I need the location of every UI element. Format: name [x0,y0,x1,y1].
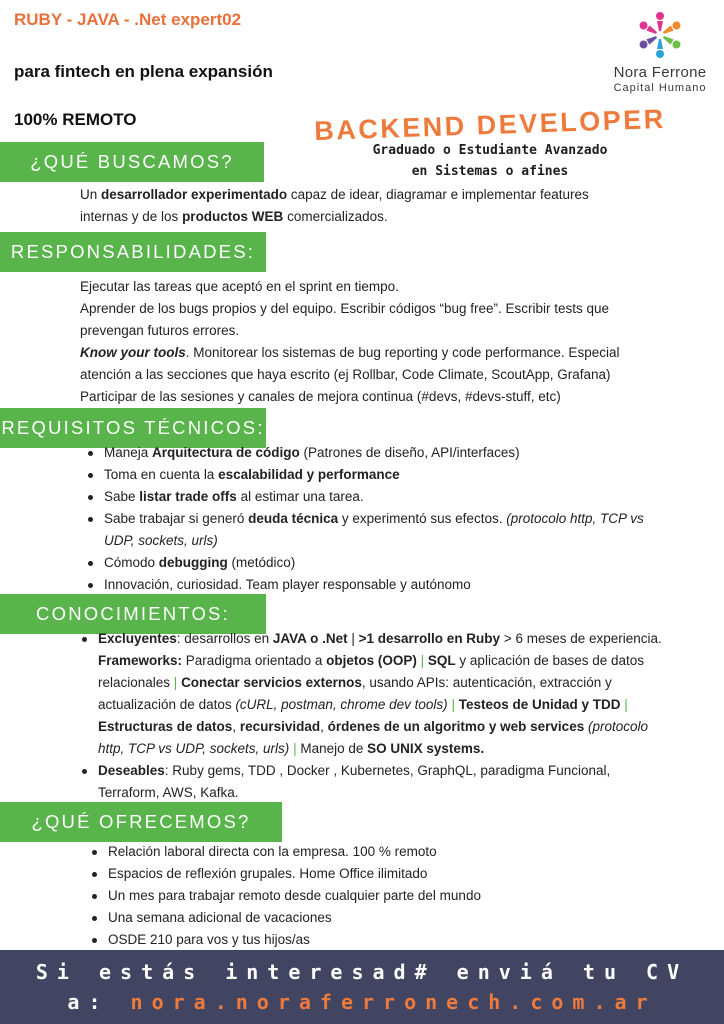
footer-banner [0,950,724,1024]
headline-tech: RUBY - JAVA - .Net expert02 [14,10,242,29]
logo-name: Nora Ferrone [613,64,707,81]
list-item: Relación laboral directa con la empresa. 100 % remoto [87,841,667,863]
footer-contact: a: nora.noraferronech.com.ar [67,990,657,1014]
list-item: Toma en cuenta la escalabilidad y performance [83,464,673,486]
list-item: Sabe listar trade offs al estimar una tarea. [83,486,673,508]
buscamos-text: Un desarrollador experimentado capaz de idear, diagramar e implementar features internas y de los productos WEB comercializados. [80,187,589,224]
resp-line: Participar de las sesiones y canales de mejora continua (#devs, #devs-stuff, etc) [80,389,561,404]
list-item: Cómodo debugging (metódico) [83,552,673,574]
list-item: Maneja Arquitectura de código (Patrones de diseño, API/interfaces) [83,442,673,464]
list-item: Espacios de reflexión grupales. Home Office ilimitado [87,863,667,885]
list-item: Una semana adicional de vacaciones [87,907,667,929]
role-subtitle [330,140,650,182]
responsabilidades-text [80,276,670,408]
section-heading-conocimientos: CONOCIMIENTOS: [0,594,266,634]
company-logo [598,8,722,94]
section-heading-requisitos: REQUISITOS TÉCNICOS: [0,408,266,448]
list-item: Sabe trabajar si generó deuda técnica y experimentó sus efectos. (protocolo http, TCP vs UDP, sockets, urls) [83,508,673,552]
section-heading-ofrecemos: ¿QUÉ OFRECEMOS? [0,802,282,842]
section-heading-buscamos: ¿QUÉ BUSCAMOS? [0,142,264,182]
section-heading-responsabilidades: RESPONSABILIDADES: [0,232,266,272]
conocimientos-list [77,628,672,804]
people-circle-logo-icon [633,8,687,62]
ofrecemos-list [87,841,667,951]
footer-cta: Si estás interesad# enviá tu CV [35,960,689,984]
list-item-excluyentes: Excluyentes: desarrollos en JAVA o .Net | >1 desarrollo en Ruby > 6 meses de experiencia. Frameworks: Paradigma orientado a objetos (OOP) | SQL y aplicación de bases de datos relacionales | Conectar servicios externos, usando APIs: autenticación, extracción y actualización de datos (cURL, postman, chrome dev tools) | Testeos de Unidad y TDD | Estructuras de datos, recursividad, órdenes de un algoritmo y web services (protocolo http, TCP vs UDP, sockets, urls) | Manejo de SO UNIX systems. [77,628,672,760]
role-title: BACKEND DEVELOPER [313,103,667,147]
resp-line: Ejecutar las tareas que aceptó en el sprint en tiempo. [80,279,399,294]
headline-company: para fintech en plena expansión [14,62,273,81]
resp-line: Know your tools. Monitorear los sistemas de bug reporting y code performance. Especial atención a las secciones que haya escrito (ej Rollbar, Code Climate, ScoutApp, Grafana) [80,345,620,382]
headline-remote: 100% REMOTO [14,110,137,129]
list-item-deseables: Deseables: Ruby gems, TDD , Docker , Kubernetes, GraphQL, paradigma Funcional, Terraform, AWS, Kafka. [77,760,672,804]
requisitos-list [83,442,673,596]
list-item: Innovación, curiosidad. Team player responsable y autónomo [83,574,673,596]
logo-subtitle: Capital Humano [613,82,707,94]
contact-email-link[interactable]: nora.noraferronech.com.ar [130,990,657,1014]
list-item: Un mes para trabajar remoto desde cualquier parte del mundo [87,885,667,907]
list-item: OSDE 210 para vos y tus hijos/as [87,929,667,951]
resp-line: Aprender de los bugs propios y del equipo. Escribir códigos “bug free”. Escribir tests que prevengan futuros errores. [80,301,610,338]
role-subtitle-line1: Graduado o Estudiante Avanzado [372,143,608,158]
role-subtitle-line2: en Sistemas o afines [411,164,569,179]
